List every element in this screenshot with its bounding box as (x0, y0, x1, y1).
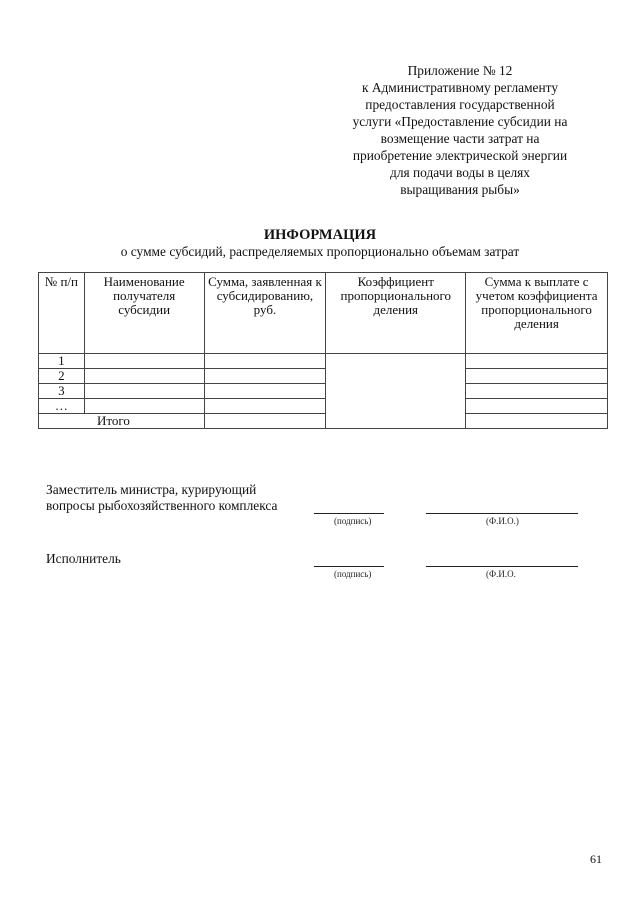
appendix-line: выращивания рыбы» (400, 182, 520, 197)
fio-line (426, 566, 578, 567)
document-title: ИНФОРМАЦИЯ (263, 227, 377, 243)
signature-line (314, 513, 384, 514)
table-cell (466, 399, 608, 414)
appendix-line: возмещение части затрат на (380, 131, 540, 146)
header-number: № п/п (39, 273, 85, 354)
header-coefficient: Коэффициент пропорционального деления (326, 273, 466, 354)
executor-label: Исполнитель (46, 551, 121, 566)
table-cell (466, 384, 608, 399)
table-header-row (39, 273, 608, 354)
table-total-row (39, 414, 608, 429)
table-cell (204, 414, 326, 429)
table-cell (466, 354, 608, 369)
row-number: 2 (39, 369, 85, 384)
signature-caption: (подпись) (334, 516, 372, 526)
table-row (39, 354, 608, 369)
row-number: 3 (39, 384, 85, 399)
deputy-minister-label-line1: Заместитель министра, курирующий (46, 482, 257, 497)
fio-caption: (Ф.И.О.) (486, 516, 519, 526)
appendix-line: Приложение № 12 (407, 63, 513, 78)
signature-line (314, 566, 384, 567)
subsidy-table (38, 272, 608, 429)
appendix-line: услуги «Предоставление субсидии на (352, 114, 568, 129)
table-cell (204, 369, 326, 384)
table-row (39, 369, 608, 384)
table-cell (204, 354, 326, 369)
table-cell (204, 384, 326, 399)
table-row (39, 399, 608, 414)
page-number: 61 (590, 852, 602, 866)
coefficient-merged-cell (326, 354, 466, 429)
header-recipient: Наименование получателя субсидии (84, 273, 204, 354)
appendix-line: предоставления государственной (365, 97, 555, 112)
document-subtitle: о сумме субсидий, распределяемых пропорционально объемам затрат (120, 244, 520, 259)
table-cell (466, 369, 608, 384)
deputy-minister-label-line2: вопросы рыбохозяйственного комплекса (46, 498, 278, 513)
fio-line (426, 513, 578, 514)
table-cell (84, 369, 204, 384)
table-row (39, 384, 608, 399)
table-cell (84, 384, 204, 399)
header-claimed-amount: Сумма, заявленная к субсидированию, руб. (204, 273, 326, 354)
appendix-line: для подачи воды в целях (390, 165, 530, 180)
table-cell (84, 354, 204, 369)
table-cell (84, 399, 204, 414)
row-number: … (39, 399, 85, 414)
row-number: 1 (39, 354, 85, 369)
header-payment-amount: Сумма к выплате с учетом коэффициента пропорционального деления (466, 273, 608, 354)
appendix-line: к Административному регламенту (361, 80, 559, 95)
table-cell (204, 399, 326, 414)
signature-caption: (подпись) (334, 569, 372, 579)
appendix-header (300, 62, 620, 198)
appendix-line: приобретение электрической энергии (352, 148, 568, 163)
table-cell (466, 414, 608, 429)
total-label: Итого (39, 414, 205, 429)
fio-caption: (Ф.И.О. (486, 569, 516, 579)
